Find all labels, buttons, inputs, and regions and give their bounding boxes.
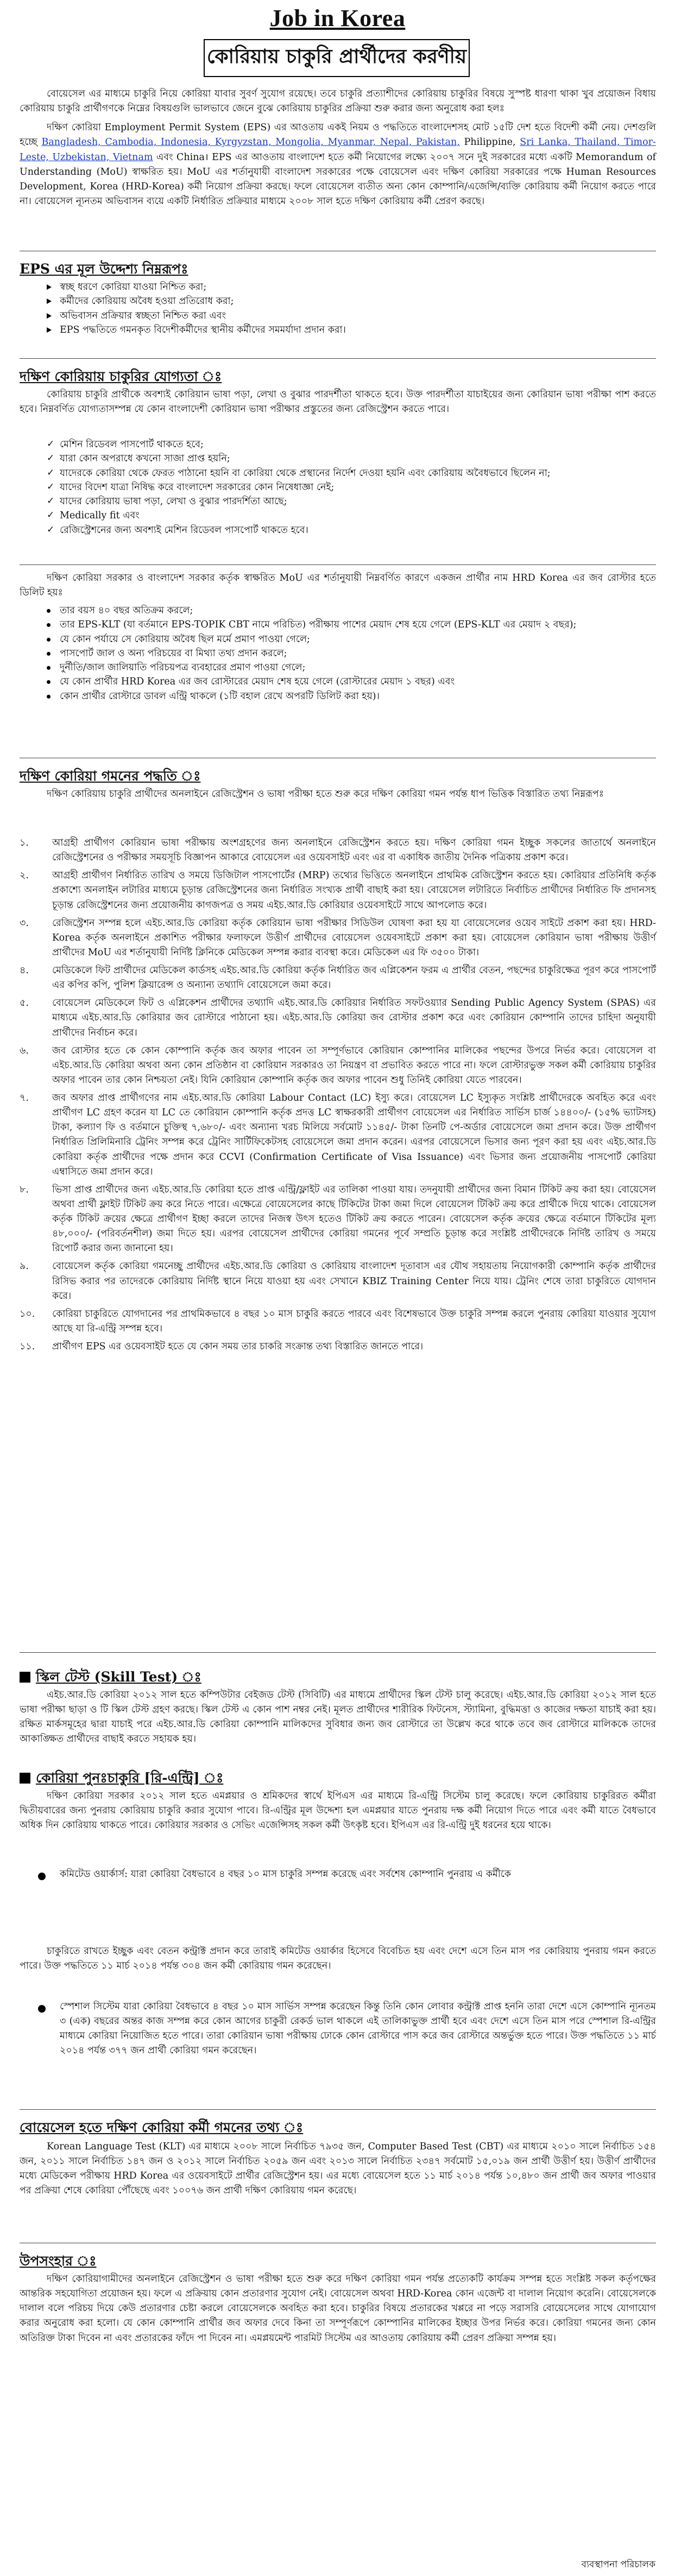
step-number: ৭.	[20, 1093, 29, 1103]
list-item: কোন প্রার্থীর রোস্টারে ডাবল এন্ট্রি থাকলে (১টি বহাল রেখে অপরটি ডিলিট করা হয়)।	[43, 689, 652, 703]
special-workers	[60, 2000, 656, 2059]
list-item: ✓ রেজিস্ট্রেশনের জন্য অবশ্যই মেশিন রিডেবল পাসপোর্ট থাকতে হবে।	[43, 523, 652, 537]
committed-cont-paragraph: চাকুরিতে রাখতে ইচ্ছুক এবং বেতন কন্ট্রাক্ট প্রদান করে তারাই কমিটেড ওয়ার্কার হিসেবে বিবেচিত হয় এবং দেশে এসে তিন মাস পর কোরিয়ায় পুনরায় গমন করতে পারে। উক্ত পদ্ধতিতে ১১ মার্চ ২০১৪ পর্যন্ত ৩০৪ জন কর্মী কোরিয়ায় গমন করেছেন।	[20, 1946, 656, 1972]
list-item: কর্মীদের কোরিয়ায় অবৈধ হওয়া প্রতিরোধ করা;	[43, 294, 652, 308]
step-text: প্রার্থীগণ EPS এর ওয়েবসাইট হতে যে কোন সময় তার চাকরি সংক্রান্ত তথ্য বিস্তারিত জানতে পারে।	[52, 1341, 424, 1352]
divider	[20, 1652, 656, 1653]
list-item: ✓ যাদের বিদেশ যাত্রা নিষিদ্ধ করে বাংলাদেশ সরকারের কোন নিষেধাজ্ঞা নেই;	[43, 480, 652, 494]
list-item	[20, 1091, 656, 1179]
reentry-text	[20, 1789, 656, 1833]
list-item: ✓ যাদের কোরিয়ায় ভাষা পড়া, লেখা ও বুঝার পারদর্শিতা আছে;	[43, 494, 652, 509]
bullet-icon	[38, 1873, 46, 1880]
step-text: রেজিস্ট্রেশন সম্পন্ন হলে এইচ.আর.ডি কোরিয়া কর্তৃক কোরিয়ান ভাষা পরীক্ষার সিডিউল ঘোষণা করা হয় যা বোয়েসেলের ওয়েব সাইটে প্রকাশ করা হয়। HRD-Korea কর্তৃক অনলাইনে প্রকাশিত পরীক্ষার ফলাফলে উত্তীর্ণ প্রার্থীদের বোয়েসেল ওয়েবসাইটে প্রকাশ করা হয়। বোয়েসেল কোরিয়ান ভাষা পরীক্ষায় উত্তীর্ণ প্রার্থীদের MoU এর শর্তানুযায়ী নির্দিষ্ট ক্লিনিকে মেডিকেল সম্পন্ন করার ব্যবস্থা করে। মেডিকেল এর ফি ৩৫০০ টাকা।	[52, 917, 656, 958]
intro-text: দক্ষিণ কোরিয়া Employment Permit System (EPS) এর আওতায় একই নিয়ম ও পদ্ধতিতে বাংলাদেশসহ মোট ১৫টি দেশ হতে বিদেশী কর্মী নেয়। দেশগুলি হচ্ছে	[20, 122, 656, 148]
info-heading: বোয়েসেল হতে দক্ষিণ কোরিয়া কর্মী গমনের তথ্য ঃ	[20, 2120, 304, 2135]
page-title: Job in Korea	[269, 5, 406, 31]
signature: ব্যবস্থাপনা পরিচালক	[581, 2559, 655, 2570]
eps-goals-list	[43, 280, 652, 337]
list-item	[20, 1044, 656, 1088]
intro-paragraph-2	[20, 120, 656, 209]
process-steps	[20, 836, 656, 1357]
country-philippine: Philippine,	[464, 137, 516, 148]
step-number: ৯.	[20, 1261, 29, 1272]
step-text: জব অফার প্রাপ্ত প্রার্থীগণের নাম এইচ.আর.ডি কোরিয়া Labour Contact (LC) ইস্যু করে। বোয়েসেল LC ইস্যুকৃত সংশ্লিষ্ট প্রার্থীদেরকে অবহিত করে এবং প্রার্থীগণ LC গ্রহণ করেন যা LC তে কোরিয়ান কোম্পানি কর্তৃক প্রদত্ত LC স্বাক্ষরকারী প্রার্থীগণ বোয়েসেল এর নির্ধারিত সার্ভিস চার্জ ১৪৪০০/- (১৫% ভ্যাটসহ) টাকা, কল্যাণ ফি ও বর্তমানে চুক্তিস্থ ৭,৬৮০/- এবং অন্যান্য খরচ মিলিয়ে সর্বমোট ১১৪৫/- টাকা তিনটি পে-অর্ডার বোয়েসেলে জমা প্রদান করে। উক্ত প্রার্থীগণ নির্ধারিত প্রিলিমিনারি ট্রেনিং সম্পন্ন করে ট্রেনিং সার্টিফিকেটসহ বোয়েসেলে জমা প্রদান করেন। এরপর বোয়েসেলে ভিসার জন্য পূরণ করা হয় এবং এইচ.আর.ডি কোরিয়া কর্তৃক প্রার্থীদের পক্ষে প্রদান করে CCVI (Confirmation Certificate of Visa Issuance) এবং ভিসার জন্য প্রয়োজনীয় পাসপোর্ট কোরিয়া এম্বাসিতে জমা প্রদান করে।	[52, 1093, 656, 1177]
conclusion-heading: উপসংহার ঃ	[20, 2253, 97, 2269]
country-links-1[interactable]: Bangladesh, Cambodia, Indonesia, Kyrgyzstan, Mongolia, Myanmar, Nepal, Pakistan,	[41, 137, 460, 148]
list-item	[20, 1307, 656, 1336]
mou-text	[20, 571, 656, 600]
list-item: অভিবাসন প্রক্রিয়ার স্বচ্ছতা নিশ্চিত করা এবং	[43, 309, 652, 323]
list-item: ✓ Medically fit এবং	[43, 509, 652, 523]
divider	[20, 564, 656, 565]
list-item: ✓ মেশিন রিডেবল পাসপোর্ট থাকতে হবে;	[43, 437, 652, 452]
step-number: ৩.	[20, 917, 29, 929]
list-item	[20, 1340, 656, 1354]
eligibility-paragraph: কোরিয়ায় চাকুরি প্রার্থীকে অবশ্যই কোরিয়ান ভাষা পড়া, লেখা ও বুঝার পারদর্শীতা থাকতে হবে। উক্ত পারদর্শীতা যাচাইয়ের জন্য কোরিয়ান ভাষা পরীক্ষা পাশ করতে হবে। নিম্নবর্ণিত যোগ্যতাসম্পন্ন যে কোন বাংলাদেশী কোরিয়ান ভাষা পরীক্ষার প্রস্তুতের জন্য রেজিস্ট্রেশন করতে পারে।	[20, 389, 656, 415]
list-item: EPS পদ্ধতিতে গমনকৃত বিদেশীকর্মীদের স্থানীয় কর্মীদের সমমর্যাদা প্রদান করা।	[43, 323, 652, 337]
step-number: ৫.	[20, 998, 29, 1009]
process-intro	[20, 787, 656, 802]
bullet-icon	[38, 2005, 46, 2013]
list-item: স্বচ্ছ ধরণে কোরিয়া যাওয়া নিশ্চিত করা;	[43, 280, 652, 294]
process-heading: দক্ষিণ কোরিয়া গমনের পদ্ধতি ঃ	[20, 768, 201, 784]
eligibility-text	[20, 388, 656, 417]
list-item: পাসপোর্ট জাল ও অন্য পরিচয়ের বা মিথ্যা তথ্য প্রদান করলে;	[43, 646, 652, 661]
intro-text-cont: এবং China। EPS এর আওতায় বাংলাদেশ হতে কর্মী নিয়োগের লক্ষ্যে ২০০৭ সনে দুই সরকারের মধ্যে একটি Memorandum of Understanding (MoU) স্বাক্ষরিত হয়। MoU এর শর্তানুযায়ী বাংলাদেশ সরকারের পক্ষে বোয়েসেল এবং দক্ষিণ কোরিয়া সরকারের পক্ষে Human Resources Development, Korea (HRD-Korea) কর্মী নিয়োগ প্রক্রিয়া করছে। ফলে বোয়েসেল ব্যতীত অন্য কোন কোম্পানি/এজেন্সি/ব্যক্তি কোরিয়ায় কর্মী নিয়োগ করতে পারে না। বোয়েসেল ন্যূনতম অভিবাসন ব্যয়ে একটি নির্ধারিত প্রক্রিয়ার মাধ্যমে ২০০৮ সাল হতে দক্ষিণ কোরিয়ায় কর্মী প্রেরণ করছে।	[20, 151, 656, 207]
eligibility-heading: দক্ষিণ কোরিয়ায় চাকুরির যোগ্যতা ঃ	[20, 369, 222, 384]
divider	[20, 2109, 656, 2110]
list-item: ✓ যাদেরকে কোরিয়া থেকে ফেরত পাঠানো হয়নি বা কোরিয়া থেকে প্রস্থানের নির্দেশ দেওয়া হয়নি এবং কোরিয়ায় অবৈধভাবে ছিলেন না;	[43, 466, 652, 480]
list-item: যে কোন প্রার্থীর HRD Korea এর জব রোস্টারের মেয়াদ শেষ হয়ে গেলে (রোস্টারের মেয়াদ ১ বছর) এবং	[43, 675, 652, 689]
list-item: ✓ যারা কোন অপরাধে কখনো সাজা প্রাপ্ত হয়নি;	[43, 452, 652, 466]
list-item: তার বয়স ৪০ বছর অতিক্রম করলে;	[43, 604, 652, 618]
step-text: ভিসা প্রাপ্ত প্রার্থীদের জন্য এইচ.আর.ডি কোরিয়া হতে প্রাপ্ত এন্ট্রি/ফ্লাইট এর তালিকা পাওয়া যায়। তদনুযায়ী প্রার্থীদের জন্য বিমান টিকিট ক্রয় করা হয়। বোয়েসেল অথবা প্রার্থী ফ্লাইট টিকিট ক্রয় করে নিতে পারে। এক্ষেত্রে বোয়েসেলের কাছে টিকিটের টাকা জমা দিলে বোয়েসেল টিকিট ক্রয় করে প্রার্থীকে দিয়ে থাকে। বোয়েসেল কর্তৃক টিকিট ক্রয়ের ক্ষেত্রে প্রার্থীগণ ইচ্ছা করলে তাদের নিজস্ব উৎস হতেও টিকিট ক্রয় করতে পারেন। বোয়েসেল কর্তৃক ক্রয়ের ক্ষেত্রে বর্তমানে টিকিটের মূল্য ৪৮,০০০/- (পরিবর্তনশীল) জমা দিতে হয়। এরপর বোয়েসেল প্রার্থীদের কোরিয়া গমনের পূর্বে সম্প্রতি চূড়ান্ত করে সংশ্লিষ্ট প্রার্থীদেরকে নির্দিষ্ট তারিখ ও সময়ে রিপোর্ট করার জন্য জানানো হয়।	[52, 1184, 656, 1254]
list-item: তার EPS-KLT (যা বর্তমানে EPS-TOPIK CBT নামে পরিচিত) পরীক্ষায় পাশের মেয়াদ শেষ হয়ে গেলে (EPS-KLT এর মেয়াদ ২ বছর);	[43, 618, 652, 632]
list-item	[20, 916, 656, 960]
divider	[20, 358, 656, 359]
info-paragraph: Korean Language Test (KLT) এর মাধ্যমে ২০০৮ সালে নির্বাচিত ৭৯৩৫ জন, Computer Based Test (CBT) এর মাধ্যমে ২০১০ সালে নির্বাচিত ১৫৪ জন, ২০১১ সালে নির্বাচিত ১৪৭ জন ও ২০১২ সালে নির্বাচিত ২০৫৯ জন এবং ২০১৩ সালে নির্বাচিত ২৩৪৭ সর্বমোট ১৫,০১৯ জন প্রার্থী উত্তীর্ণ হয়। উত্তীর্ণ প্রার্থীদের মধ্যে মেডিকেল পরীক্ষায় HRD Korea এর ওয়েবসাইটে প্রার্থীর রেজিস্ট্রেশন হয়। এর মধ্যে বোয়েসেল হতে ১১ মার্চ ২০১৪ পর্যন্ত ১০,৪৮০ জন প্রার্থী জব অফার পাওয়ার পর প্রক্রিয়া শেষে কোরিয়া পৌঁছেছে এবং ১০০৭৬ জন প্রার্থী দক্ষিণ কোরিয়ায় গমন করেছে।	[20, 2141, 656, 2197]
step-number: ১১.	[20, 1341, 35, 1352]
step-text: আগ্রহী প্রার্থীগণ নির্ধারিত তারিখ ও সময়ে ডিজিটাল পাসপোর্টের (MRP) তথ্যের ভিত্তিতে অনলাইনে প্রাথমিক রেজিস্ট্রেশন করতে হয়। কোরিয়ার প্রতিনিধি কর্তৃক প্রকাশ্যে অনলাইন লটারির মাধ্যমে চূড়ান্ত রেজিস্ট্রেশনের জন্য নির্ধারিত সংখ্যক প্রার্থী বাছাই করা হয়। বোয়েসেল লটারিতে নির্বাচিত প্রার্থীদের নির্ধারিত ফি প্রদানসহ চূড়ান্ত রেজিস্ট্রেশনের জন্য প্রয়োজনীয় কাগজপত্র ও সময় এইচ.আর.ডি কোরিয়ার ওয়েবসাইটে সাথে আপলোড করে।	[52, 870, 656, 911]
reentry-heading: কোরিয়া পুনঃচাকুরি [রি-এন্ট্রি] ঃ	[20, 1767, 223, 1791]
step-number: ৬.	[20, 1045, 29, 1056]
list-item	[20, 1183, 656, 1257]
list-item	[20, 868, 656, 912]
list-item	[20, 996, 656, 1040]
page-subtitle: কোরিয়ায় চাকুরি প্রার্থীদের করণীয়	[204, 39, 470, 77]
step-text: জব রোস্টার হতে কে কোন কোম্পানি কর্তৃক জব অফার পাবেন তা সম্পূর্ণভাবে কোরিয়ান কোম্পানির মালিকের পছন্দের উপরে নির্ভর করে। বোয়েসেল বা এইচ.আর.ডি কোরিয়া অথবা অন্য কোন প্রতিষ্ঠান বা কোরিয়ান সরকারও তা নিয়ন্ত্রণ বা প্রভাবিত করতে পারে না। ফলে রোস্টারভুক্ত সকল কর্মী কোরিয়ায় চাকুরির অফার পাবেন তার কোন নিশ্চয়তা নেই। যিনি কোরিয়ান কোম্পানি কর্তৃক জব অফার পাবেন শুধু তিনিই কোরিয়া যেতে পারবেন।	[52, 1045, 656, 1086]
step-text: আগ্রহী প্রার্থীগণ কোরিয়ান ভাষা পরীক্ষায় অংশগ্রহণের জন্য অনলাইনে রেজিস্ট্রেশন করতে হয়। দক্ষিণ কোরিয়া গমন ইচ্ছুক সকলের জাতার্থে অনলাইনে রেজিস্ট্রেশনের ও পরীক্ষার সময়সূচি বিজ্ঞাপন আকারে বোয়েসেল এর ওয়েবসাইট এবং এর বা একাধিক জাতীয় দৈনিক পত্রিকায় প্রকাশ করে।	[52, 837, 656, 864]
intro-section	[20, 87, 656, 209]
eps-goals-heading: EPS এর মূল উদ্দেশ্য নিম্নরূপঃ	[20, 261, 188, 277]
step-number: ৮.	[20, 1184, 29, 1195]
step-number: ৪.	[20, 965, 29, 976]
list-item: যে কোন পর্যায়ে সে কোরিয়ায় অবৈধ ছিল মর্মে প্রমাণ পাওয়া গেলে;	[43, 632, 652, 646]
list-item	[20, 836, 656, 865]
mou-paragraph: দক্ষিণ কোরিয়া সরকার ও বাংলাদেশ সরকার কর্তৃক স্বাক্ষরিত MoU এর শর্তানুযায়ী নিম্নবর্ণিত কারণে একজন প্রার্থীর নাম HRD Korea এর জব রোস্টার হতে ডিলিট হয়ঃ	[20, 573, 656, 599]
step-text: মেডিকেলে ফিট প্রার্থীদের মেডিকেল কার্ডসহ এইচ.আর.ডি কোরিয়া কর্তৃক নির্ধারিত জব এপ্লিকেশন ফরম এ প্রার্থীর বেতন, পছন্দের চাকুরিক্ষেত্র পূরণ করে পাসপোর্ট এর কপির কপি, পুলিশ ক্লিয়ারেন্স ও অন্যান্য তথ্যাদি বোয়েসেলে জমা করে।	[52, 965, 656, 991]
skill-test-paragraph: এইচ.আর.ডি কোরিয়া ২০১২ সাল হতে কম্পিউটার বেইজড টেস্ট (সিবিটি) এর মাধ্যমে প্রার্থীদের স্কিল টেস্ট চালু করেছে। এইচ.আর.ডি কোরিয়া ২০১২ সাল হতে ভাষা পরীক্ষা ছাড়া ও টি স্কিল টেস্ট গ্রহণ করছে। স্কিল টেস্ট এ কোন পাশ নম্বর নেই। মূলত প্রার্থীদের শারীরিক ফিটনেস, স্ট্যামিনা, বুদ্ধিমত্তা ও কাজের দক্ষতা যাচাই করা হয়। রক্ষিত মার্কসমূহের দ্বারা যাচাই পরে এইচ.আর.ডি কোরিয়া কোম্পানি মালিকদের সুবিধার জন্য জব রোস্টারে তা উল্লেখ করে থাকে তবে জব রোস্টারে মালিককে তাদের আকাঙ্ক্ষিত প্রার্থীদের বাছাই করতে সহায়ক হয়।	[20, 1690, 656, 1745]
conclusion-paragraph: দক্ষিণ কোরিয়াগামীদের অনলাইনে রেজিস্ট্রেশন ও ভাষা পরীক্ষা হতে শুরু করে দক্ষিণ কোরিয়া গমন পর্যন্ত প্রত্যেকটি কার্যক্রম সম্পন্ন হতে সংশ্লিষ্ট সকল কর্তৃপক্ষের আন্তরিক সহযোগিতা প্রয়োজন হয়। ফলে এ প্রক্রিয়ায় কোন প্রতারণার সুযোগ নেই। বোয়েসেল অথবা HRD-Korea কোন এজেন্ট বা দালাল নিয়োগ করেনি। বোয়েসেলকে দালাল বলে পরিচয় দিয়ে কেউ প্রতারণার চেষ্টা করলে বোয়েসেলকে অবহিত করা হবে। চাকুরির বিষয়ে প্রতারকের খপ্পরে না পড়ে সরাসরি বোয়েসেলের সাথে যোগাযোগ করার অনুরোধ করা হলো। যে কোন কোম্পানি প্রার্থীর জব অফার দেবে কিনা তা সম্পূর্ণরূপে কোম্পানির মালিকের ইচ্ছার উপর নির্ভর করে। কোরিয়া গমনের জন্য কোন অতিরিক্ত টাকা দিবেন না এবং প্রতারকের ফাঁদে পা দিবেন না। এমপ্লয়মেন্ট পারমিট সিস্টেম এর আওতায় কোরিয়ায় কর্মী প্রেরণ প্রক্রিয়া সম্পন্ন হয়।	[20, 2274, 656, 2344]
info-text	[20, 2140, 656, 2199]
list-item: দুর্নীতি/জাল জালিয়াতি পরিচয়পত্র ব্যবহারের প্রমাণ পাওয়া গেলে;	[43, 661, 652, 675]
mou-list	[43, 604, 652, 703]
list-item	[20, 963, 656, 993]
committed-paragraph: কমিটেড ওয়ার্কার্স: যারা কোরিয়া বৈধভাবে ৪ বছর ১০ মাস চাকুরি সম্পন্ন করেছে এবং সর্বশেষ কোম্পানি পুনরায় এ কর্মীকে	[60, 1869, 512, 1880]
step-number: ১.	[20, 837, 29, 848]
skill-test-heading: স্কিল টেস্ট (Skill Test) ঃ	[20, 1666, 201, 1690]
committed-workers-cont	[20, 1944, 656, 1974]
step-number: ২.	[20, 870, 29, 881]
conclusion-text	[20, 2272, 656, 2346]
step-number: ১০.	[20, 1308, 35, 1319]
intro-paragraph-1: বোয়েসেল এর মাধ্যমে চাকুরি নিয়ে কোরিয়া যাবার সুবর্ণ সুযোগ রয়েছে। তবে চাকুরি প্রত্যাশীদের কোরিয়ায় চাকুরির বিষয়ে সুস্পষ্ট ধারণা থাকা খুব প্রয়োজন বিধায় কোরিয়ায় চাকুরি প্রার্থীগণকে নিম্নের বিষয়গুলি ভালভাবে জেনে বুঝে কোরিয়ায় চাকুরির প্রক্রিয়া শুরু করার জন্য অনুরোধ করা হলঃ	[20, 88, 656, 115]
committed-workers	[60, 1867, 656, 1882]
special-paragraph: স্পেশাল সিস্টেম যারা কোরিয়া বৈধভাবে ৪ বছর ১০ মাস সার্ভিস সম্পন্ন করেছেন কিন্তু তিনি কোন লোবার কন্ট্রাক্ট প্রাপ্ত হননি তারা দেশে এসে কোম্পানি ন্যূনতম ৩ (এক) বছরের অন্তর কাজ সম্পন্ন করে কোন আগের চাকুরী রেকর্ড ভাল থাকলে এই তালিকাভুক্ত প্রার্থী হবে এবং দেশে এসে তিন মাস পরে স্পেশাল রি-এন্ট্রির মাধ্যমে কোরিয়া নিয়োজিত হতে পারে। তারা কোরিয়ান ভাষা পরীক্ষায় ঢোকে কোন রোস্টারে পাস করে জব রোস্টারে অন্তর্ভুক্ত হতে পারে। উক্ত পদ্ধতিতে ১১ মার্চ ২০১৪ পর্যন্ত ৩৭৭ জন প্রার্থী কোরিয়া গমন করেছেন।	[60, 2001, 656, 2057]
list-item	[20, 1259, 656, 1303]
step-text: বোয়েসেল কর্তৃক কোরিয়া গমনেচ্ছু প্রার্থীদের এইচ.আর.ডি কোরিয়া ও কোরিয়ায় বাংলাদেশ দূতাবাস এর যৌথ সহায়তায় নিয়োগকারী কোম্পানি কর্তৃক প্রার্থীদের রিসিভ করার পর তাদেরকে কোরিয়ায় নির্দিষ্ট স্থানে নিয়ে যাওয়া হয় এবং সেখানে KBIZ Training Center নিয়ে যায়। ট্রেনিং শেষে তারা চাকুরিতে যোগদান করে।	[52, 1261, 656, 1302]
eligibility-list	[43, 437, 652, 537]
reentry-paragraph: দক্ষিণ কোরিয়া সরকার ২০১২ সাল হতে এমপ্লয়ার ও শ্রমিকদের স্বার্থে ইপিএস এর মাধ্যমে রি-এন্ট্রি সিস্টেম চালু করেছে। ফলে কোরিয়ায় চাকুরিরত কর্মীরা দ্বিতীয়বারের জন্য পুনরায় কোরিয়ায় চাকুরি করার সুযোগ পাবে। রি-এন্ট্রির মূল উদ্দেশ্য হল এমপ্লয়ার যাতে পুনরায় দক্ষ কর্মী নিয়োগ দিতে পারে এবং কর্মী যাতে বৈধভাবে অধিক দিন কোরিয়ায় থাকতে পারে। কোরিয়ার সরকার ও সেভিং এজেন্সিসহ সকল কর্মী উৎকৃষ্ট হবে। ইপিএস এর রি-এন্ট্রি দুই ধরনের হয়ে থাকে।	[20, 1791, 656, 1831]
step-text: বোয়েসেল মেডিকেলে ফিট ও এপ্লিকেশন প্রার্থীদের তথ্যাদি এইচ.আর.ডি কোরিয়ার নির্ধারিত সফটওয়্যার Sending Public Agency System (SPAS) এর মাধ্যমে এইচ.আর.ডি কোরিয়ার জব রোস্টারে পাঠানো হয়। এইচ.আর.ডি কোরিয়া জব রোস্টার প্রকাশ করে এবং কোরিয়ান কোম্পানি তাদের চাহিদা অনুযায়ী প্রার্থীদের নির্বাচন করে।	[52, 998, 656, 1038]
country-links-2[interactable]: Sri Lanka, Thailand, Timor-Leste, Uzbekistan, Vietnam	[20, 137, 656, 163]
process-paragraph: দক্ষিণ কোরিয়ায় চাকুরি প্রার্থীদের অনলাইনে রেজিস্ট্রেশন ও ভাষা পরীক্ষা হতে শুরু করে দক্ষিণ কোরিয়া গমন পর্যন্ত ধাপ ভিত্তিক বিস্তারিত তথ্য নিম্নরূপঃ	[47, 789, 604, 800]
step-text: কোরিয়া চাকুরিতে যোগদানের পর প্রাথমিকভাবে ৪ বছর ১০ মাস চাকুরি করতে পারবে এবং বিশেষভাবে উক্ত চাকুরি সম্পন্ন করলে পুনরায় কোরিয়া যাওয়ার সুযোগ আছে যা রি-এন্ট্রি সম্পন্ন হবে।	[52, 1308, 656, 1334]
skill-test-text	[20, 1688, 656, 1747]
